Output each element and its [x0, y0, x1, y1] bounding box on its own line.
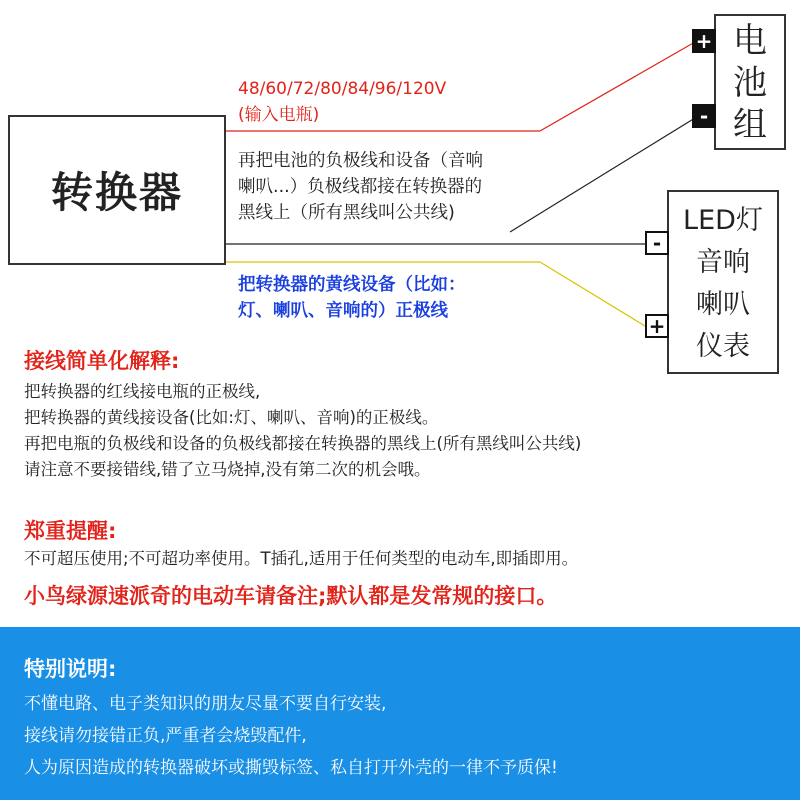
special-line: 不懂电路、电子类知识的朋友尽量不要自行安装, [24, 694, 387, 714]
battery-label-1: 电 [733, 21, 767, 61]
explanation-line: 再把电瓶的负极线和设备的负极线都接在转换器的黑线上(所有黑线叫公共线) [24, 434, 582, 453]
reminder-line: 不可超压使用;不可超功率使用。T插孔,适用于任何类型的电动车,即插即用。 [24, 549, 579, 568]
yellow-wire-note [238, 272, 466, 324]
black-wire-note [238, 148, 483, 226]
black-note-line: 黑线上（所有黑线叫公共线) [238, 203, 455, 223]
red-wire-note [238, 76, 446, 128]
device-label-audio: 音响 [696, 247, 750, 278]
converter-label: 转换器 [50, 168, 183, 217]
special-notes-panel [0, 627, 800, 800]
device-label-horn: 喇叭 [696, 289, 750, 320]
device-box [667, 190, 779, 374]
battery-minus-terminal: - [692, 104, 716, 128]
voltage-options: 48/60/72/80/84/96/120V [238, 79, 447, 99]
explanation-line: 请注意不要接错线,错了立马烧掉,没有第二次的机会哦。 [24, 460, 431, 479]
battery-plus-terminal: + [692, 29, 716, 53]
black-note-line: 喇叭...）负极线都接在转换器的 [238, 177, 483, 197]
converter-box [8, 115, 226, 265]
battery-label-2: 池 [733, 63, 767, 103]
explanation-title: 接线简单化解释: [24, 349, 180, 373]
explanation-line: 把转换器的黄线接设备(比如:灯、喇叭、音响)的正极线。 [24, 408, 439, 427]
yellow-note-line: 把转换器的黄线设备（比如： [238, 275, 466, 295]
device-minus-terminal: - [645, 231, 669, 255]
yellow-wire-diagonal [540, 262, 645, 326]
device-label-meter: 仪表 [696, 331, 750, 362]
yellow-note-line: 灯、喇叭、音响的）正极线 [238, 301, 448, 321]
red-wire-diagonal [540, 42, 695, 131]
battery-label-3: 组 [733, 105, 767, 145]
reminder-title: 郑重提醒: [24, 519, 117, 543]
device-label-led: LED灯 [683, 205, 763, 236]
special-line: 接线请勿接错正负,严重者会烧毁配件, [24, 726, 307, 746]
battery-box [714, 14, 786, 150]
special-title: 特别说明: [24, 657, 117, 681]
reminder-highlight: 小鸟绿源速派奇的电动车请备注;默认都是发常规的接口。 [24, 584, 558, 608]
special-line: 人为原因造成的转换器破坏或撕毁标签、私自打开外壳的一律不予质保! [24, 758, 558, 778]
black-note-line: 再把电池的负极线和设备（音响 [238, 151, 483, 171]
device-plus-terminal: + [645, 314, 669, 338]
input-battery-note: (输入电瓶) [238, 105, 320, 125]
explanation-body [24, 379, 581, 483]
explanation-line: 把转换器的红线接电瓶的正极线, [24, 382, 261, 401]
